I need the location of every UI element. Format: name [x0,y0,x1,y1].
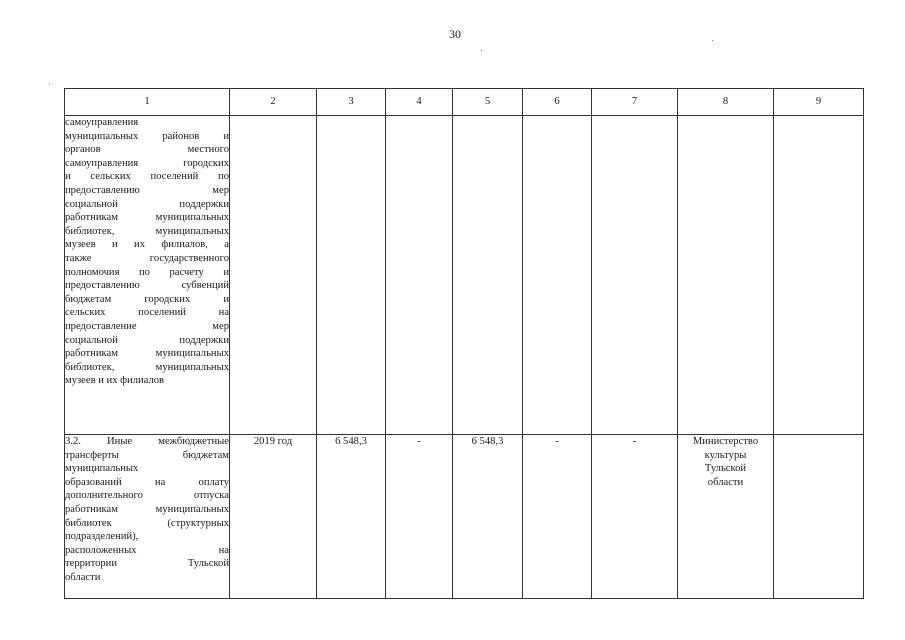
table-cell [453,116,523,435]
executor-line: области [707,476,744,488]
text-line: полномочия по расчету и [65,266,229,278]
federal-amount-cell: - [386,435,453,599]
table-cell [317,116,386,435]
local-amount-cell: - [523,435,592,599]
table-row [65,116,864,435]
text-line: социальной поддержки [65,334,229,346]
column-header: 3 [317,89,386,116]
text-line: также государственного [65,252,229,264]
row-description [65,116,230,435]
table-cell [386,116,453,435]
column-header: 4 [386,89,453,116]
text-line: территории Тульской [65,558,229,570]
text-line: и сельских поселений по [65,171,229,183]
column-header: 5 [453,89,523,116]
text-line: трансферты бюджетам [65,449,229,461]
scan-speck [49,84,50,85]
text-line: расположенных на [65,544,229,556]
table-cell [774,116,864,435]
text-line: предоставлению субвенций [65,280,229,292]
text-line: 3.2. Иные межбюджетные [65,436,229,447]
table-cell [678,116,774,435]
table-row [65,435,864,599]
column-header: 2 [230,89,317,116]
scan-speck [712,40,713,41]
executor-line: Министерство [692,436,759,447]
text-line: самоуправления городских [65,157,229,169]
text-line: подразделений), [65,531,139,543]
executor-cell [678,435,774,599]
text-line: предоставление мер [65,320,229,332]
text-line: дополнительного отпуска [65,490,229,502]
executor-line: культуры [704,449,747,461]
column-header: 7 [592,89,678,116]
column-header: 6 [523,89,592,116]
text-line: библиотек (структурных [65,517,229,529]
period-cell: 2019 год [230,435,317,599]
regional-amount-cell: 6 548,3 [453,435,523,599]
table-cell [774,435,864,599]
text-line: работникам муниципальных [65,212,229,224]
text-line: области [65,571,101,583]
total-amount-cell: 6 548,3 [317,435,386,599]
text-line: музеев и их филиалов, а [65,239,229,251]
row-description [65,435,230,599]
executor-line: Тульской [704,463,747,475]
budget-table [64,88,864,599]
text-line: работникам муниципальных [65,348,229,360]
column-header: 8 [678,89,774,116]
text-line: музеев и их филиалов [65,375,165,387]
text-line: социальной поддержки [65,198,229,210]
text-line: муниципальных районов и [65,130,229,142]
column-header: 1 [65,89,230,116]
table-cell [592,116,678,435]
text-line: органов местного [65,144,229,156]
other-amount-cell: - [592,435,678,599]
text-line: библиотек, муниципальных [65,361,229,373]
text-line: образований на оплату [65,476,229,488]
text-line: муниципальных [65,463,139,475]
column-header: 9 [774,89,864,116]
scan-speck [481,50,482,51]
page-number: 30 [449,27,461,41]
text-line: бюджетам городских и [65,293,229,305]
text-line: самоуправления [65,117,139,128]
table-cell [523,116,592,435]
text-line: сельских поселений на [65,307,229,319]
text-line: предоставлению мер [65,184,229,196]
text-line: библиотек, муниципальных [65,225,229,237]
table-cell [230,116,317,435]
header-row [65,89,864,116]
text-line: работникам муниципальных [65,503,229,515]
